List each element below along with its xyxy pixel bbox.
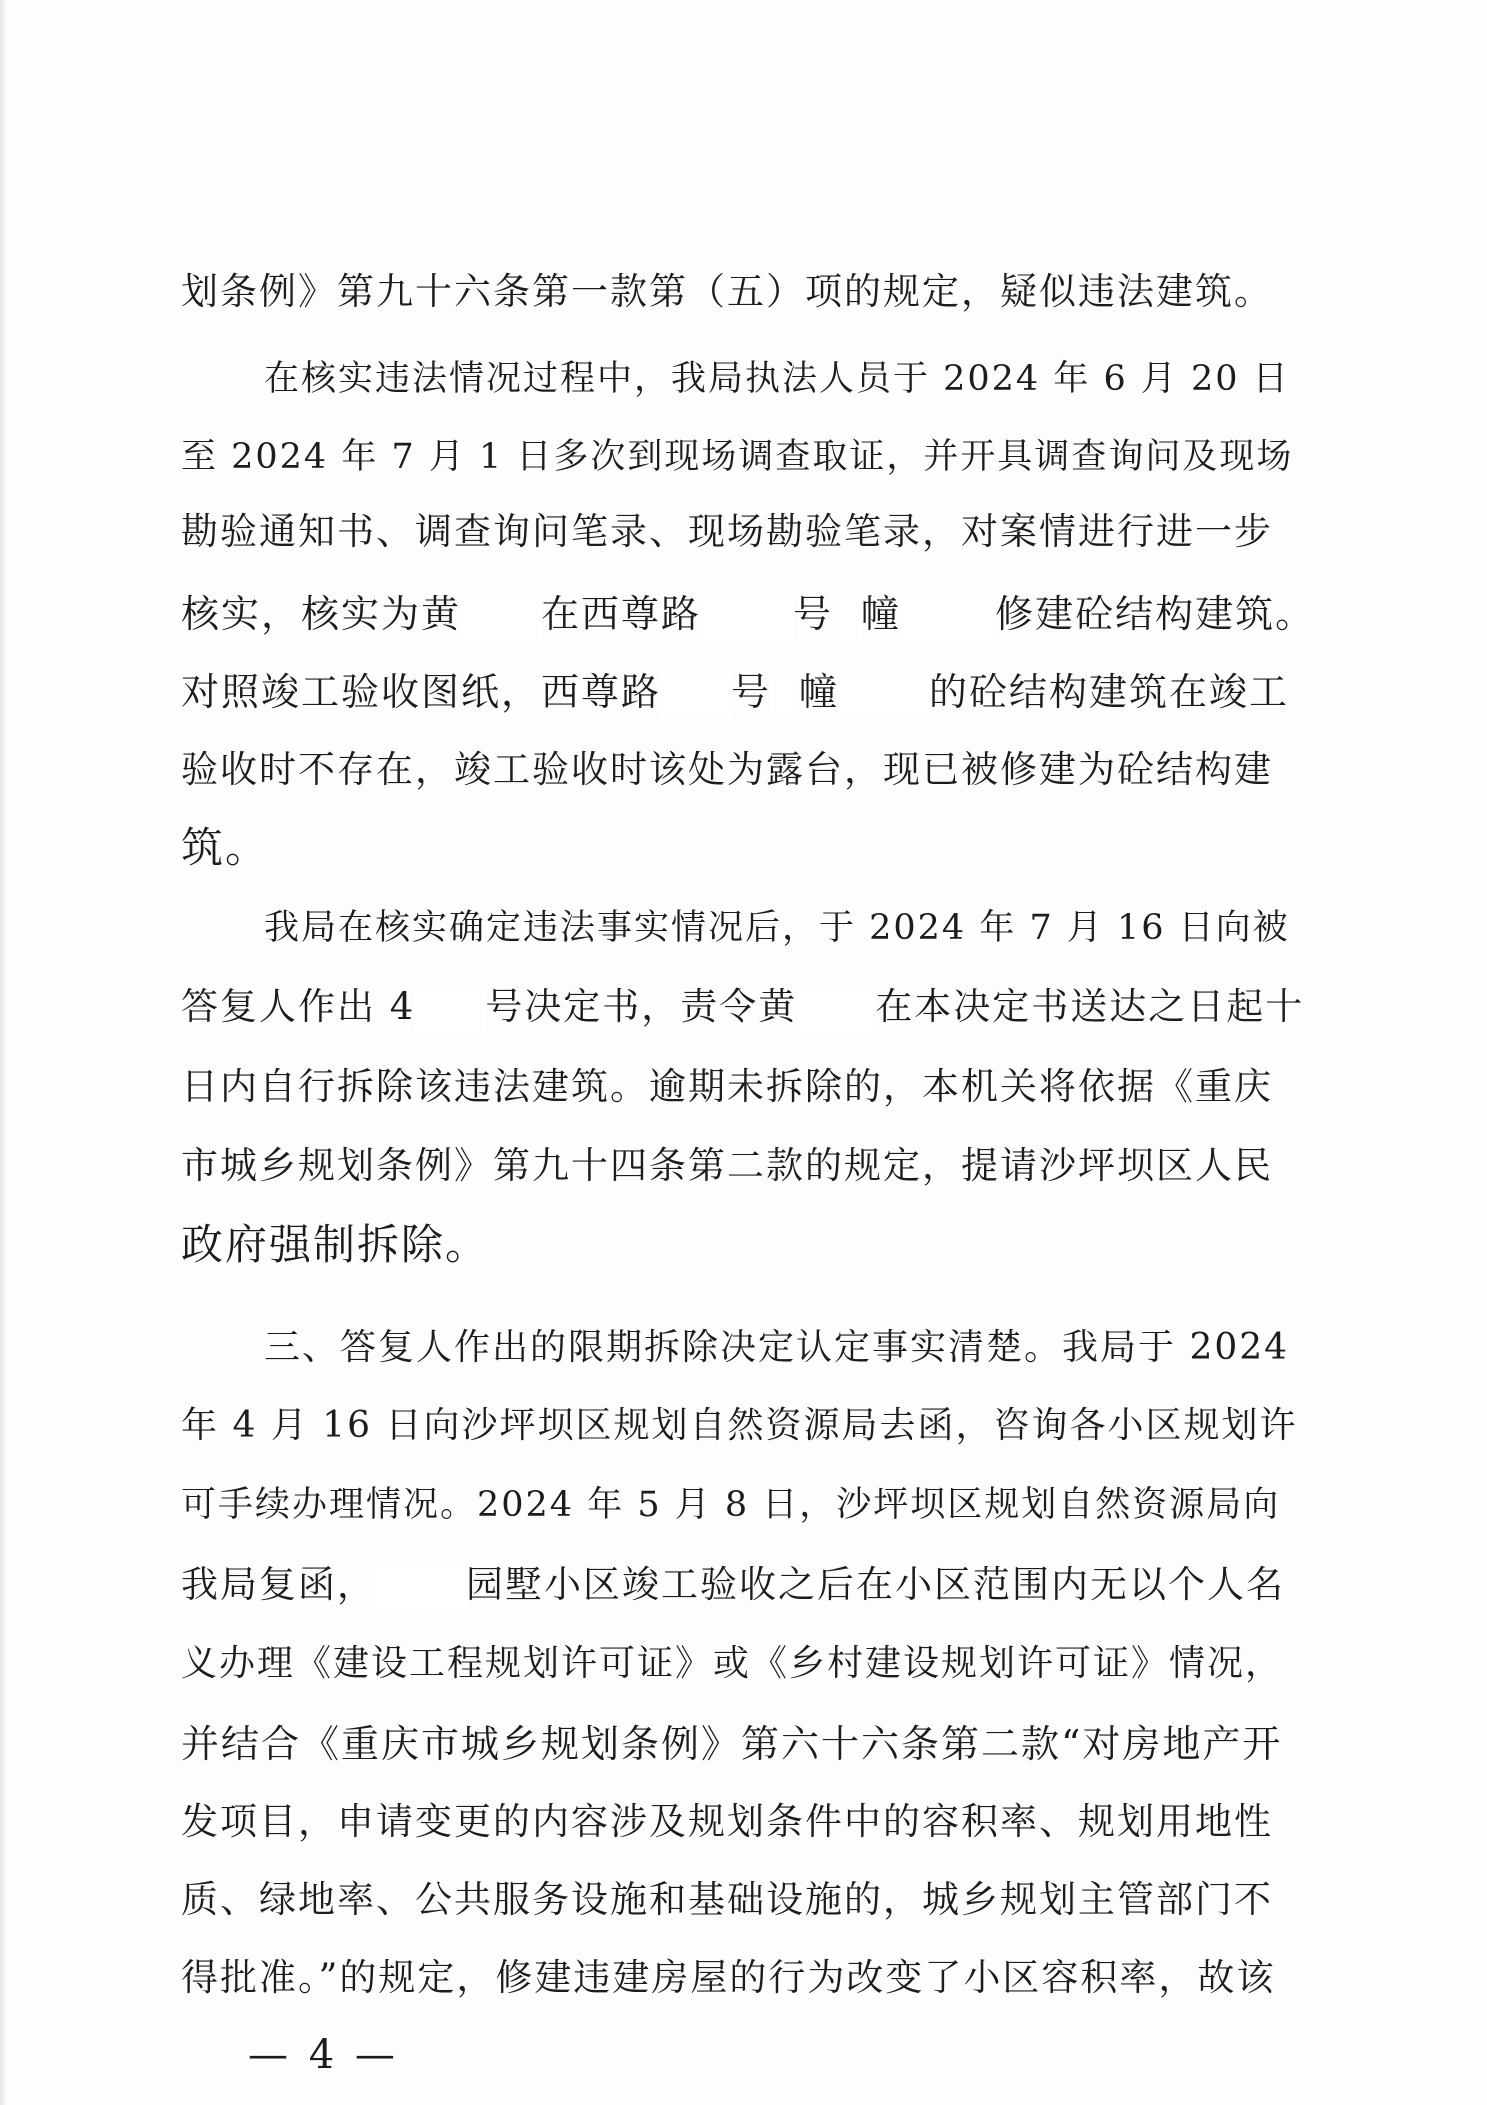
text-line: 得批准。”的规定，修建违建房屋的行为改变了小区容积率，故该 xyxy=(181,1956,1276,1999)
text-line: 三、答复人作出的限期拆除决定认定事实清楚。我局于 2024 xyxy=(264,1327,1290,1368)
redaction-block xyxy=(376,1566,466,1610)
text-line: 筑。 xyxy=(181,823,270,872)
text-line: 发项目，申请变更的内容涉及规划条件中的容积率、规划用地性 xyxy=(181,1800,1273,1843)
text-line: 市城乡规划条例》第九十四条第二款的规定，提请沙坪坝区人民 xyxy=(181,1144,1273,1187)
text-line: 我局在核实确定违法事实情况后，于 2024 年 7 月 16 日向被 xyxy=(264,908,1290,948)
redaction-block xyxy=(797,988,875,1032)
text-line: 日内自行拆除该违法建筑。逾期未拆除的，本机关将依据《重庆 xyxy=(181,1065,1273,1108)
redaction-block xyxy=(833,596,861,640)
redaction-block xyxy=(901,596,995,640)
redaction-block xyxy=(461,596,541,640)
text-line: 年 4 月 16 日向沙坪坝区规划自然资源局去函，咨询各小区规划许 xyxy=(181,1405,1298,1446)
text-line: 可手续办理情况。2024 年 5 月 8 日，沙坪坝区规划自然资源局向 xyxy=(181,1485,1281,1525)
text-line: 勘验通知书、调查询问笔录、现场勘验笔录，对案情进行进一步 xyxy=(181,510,1273,553)
text-line: 在核实违法情况过程中，我局执法人员于 2024 年 6 月 20 日 xyxy=(264,359,1290,399)
text-line: 对照竣工验收图纸，西尊路 号 幢 的砼结构建筑在竣工 xyxy=(181,664,1291,720)
redaction-block xyxy=(771,674,799,718)
text-line: 并结合《重庆市城乡规划条例》第六十六条第二款“对房地产开 xyxy=(181,1722,1283,1766)
text-line: 验收时不存在，竣工验收时该处为露台，现已被修建为砼结构建 xyxy=(181,748,1273,791)
text-line: 我局复函， 园墅小区竣工验收之后在小区范围内无以个人名 xyxy=(181,1557,1291,1613)
text-line: 政府强制拆除。 xyxy=(181,1220,490,1269)
redaction-block xyxy=(839,674,929,718)
text-line: 至 2024 年 7 月 1 日多次到现场调查取证，并开具调查询问及现场 xyxy=(181,437,1294,477)
text-line: 核实，核实为黄 在西尊路 号 幢 修建砼结构建筑。 xyxy=(181,586,1291,642)
text-line: 义办理《建设工程规划许可证》或《乡村建设规划许可证》情况， xyxy=(181,1643,1284,1684)
text-line: 质、绿地率、公共服务设施和基础设施的，城乡规划主管部门不 xyxy=(181,1878,1273,1921)
text-line: 划条例》第九十六条第一款第（五）项的规定，疑似违法建筑。 xyxy=(181,270,1273,313)
page-number: — 4 — xyxy=(248,2032,399,2078)
redaction-block xyxy=(701,596,793,640)
redaction-block xyxy=(661,674,731,718)
text-line: 答复人作出 4 号决定书，责令黄 在本决定书送达之日起十 xyxy=(181,979,1291,1035)
redaction-block xyxy=(415,988,485,1032)
scan-edge-shadow xyxy=(0,0,8,2105)
